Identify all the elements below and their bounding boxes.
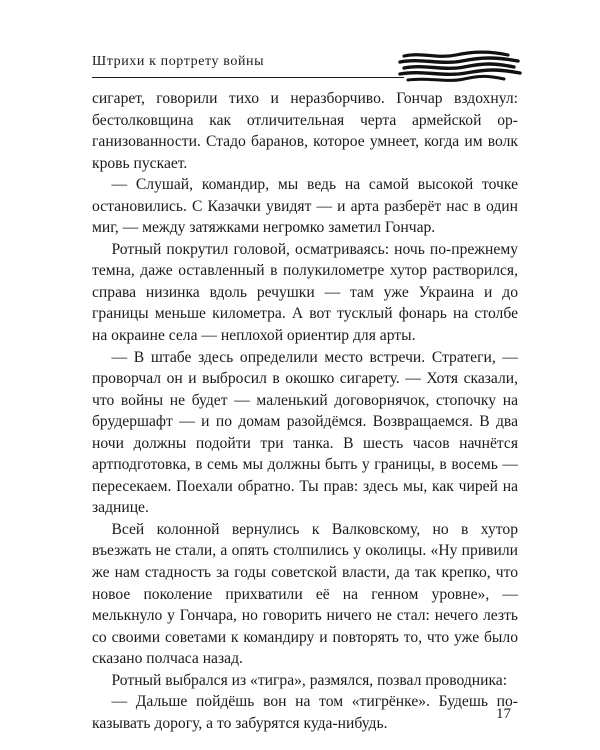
running-header: [92, 50, 522, 84]
page-number: 17: [496, 706, 511, 722]
paragraph: Ротный покрутил головой, осматриваясь: ночь по-прежнему темна, даже оставленный в полукилометре хутор растворился, справа низинка вдоль речушки — там уже Украина и до границы меньше километра. А вот тусклый фонарь на столбе на окраине села — неплохой ориентир для арты.: [92, 240, 518, 345]
paragraph: сигарет, говорили тихо и неразборчиво. Гончар вздохнул: бестолковщина как отличительная черта армейской организованности. Стадо баранов, которое умнеет, когда им волк кровь пускает.: [92, 90, 518, 172]
paragraph: Ротный выбрался из «тигра», размялся, позвал проводника:: [111, 671, 508, 689]
running-title: Штрихи к портрету войны: [92, 54, 265, 69]
paragraph: — В штабе здесь определили место встречи. Стратеги, — проворчал он и выбросил в окошко сигарету. — Хотя сказали, что войны не будет — маленький договорнячок, стопочку на брудершафт — и по домам разойдёмся. Возвращаемся. В два ночи должны подойти три танка. В шесть часов начнётся артподготовка, в семь мы должны быть у границы, в восемь — пересекаем. Поехали обратно. Ты прав: здесь мы, как чирей на заднице.: [92, 348, 518, 517]
wavy-stripes-ornament-icon: [398, 50, 522, 84]
paragraph: — Дальше пойдёшь вон на том «тигрёнке». Будешь показывать дорогу, а то забурятся куда-нибудь.: [92, 693, 518, 732]
paragraph: Всей колонной вернулись к Валковскому, но в хутор въезжать не стали, а опять столпились у околицы. «Ну привили же нам стадность за годы советской власти, да так крепко, что новое поколение прихватили её на генном уровне», — мелькнуло у Гончара, но говорить ничего не стал: нечего лезть со своими советами к командиру и повторять то, что уже было сказано полчаса назад.: [92, 520, 518, 668]
body-text: [92, 88, 518, 734]
header-rule: [92, 77, 404, 78]
paragraph: — Слушай, командир, мы ведь на самой высокой точке остановились. С Казачки увидят — и арта разберёт нас в один миг, — между затяжками негромко заметил Гончар.: [92, 176, 518, 237]
